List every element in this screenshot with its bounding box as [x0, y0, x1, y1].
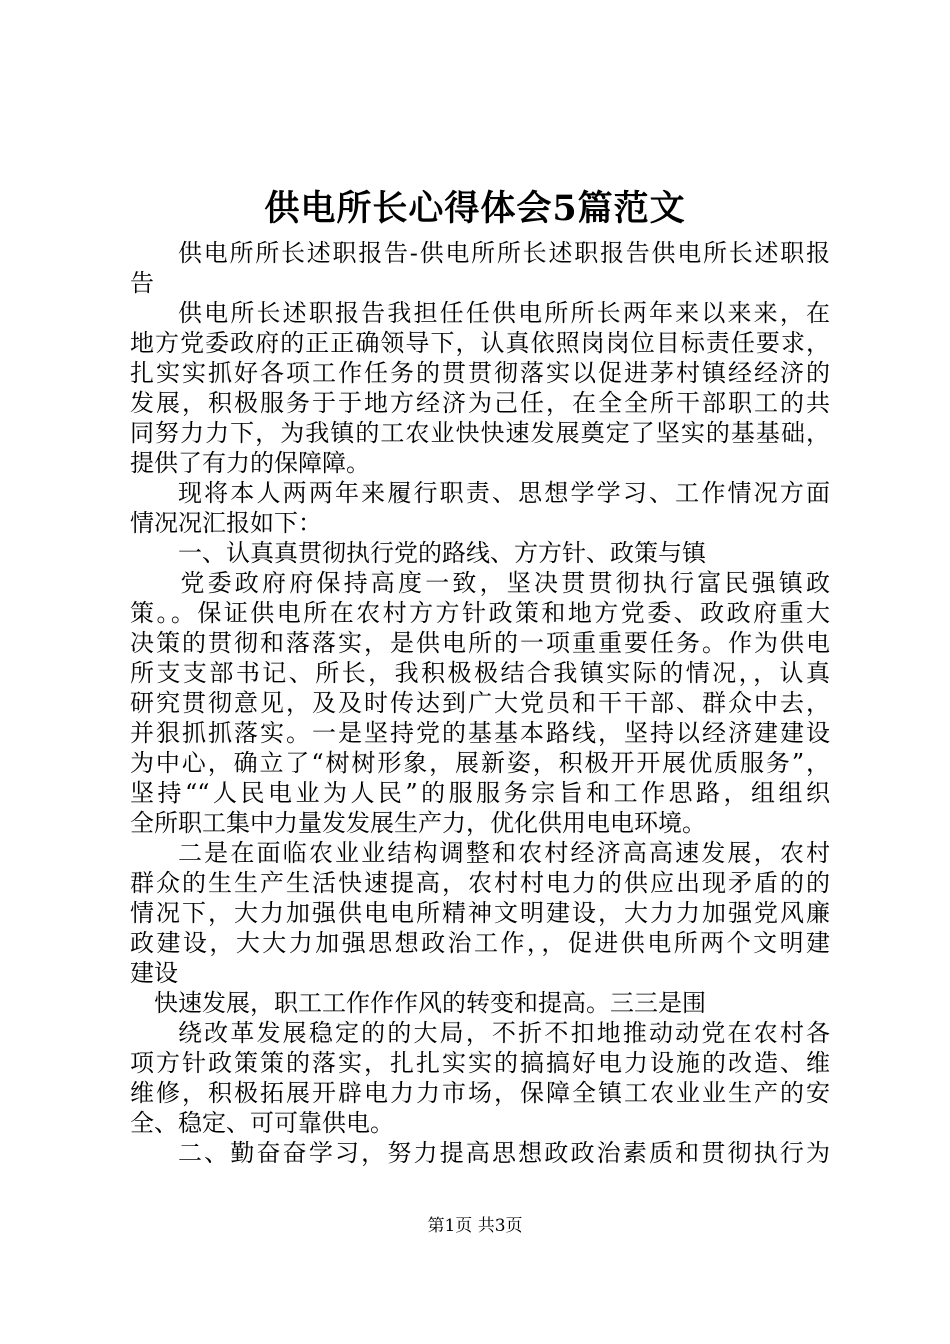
text-line: 政建设，大大力加强思想政治工作，，促进供电所两个文明建 — [130, 929, 830, 957]
page-footer: 第1页 共3页 — [427, 1216, 523, 1236]
text-line: 党委政府府保持高度一致，坚决贯贯彻执行富民强镇政 — [180, 569, 830, 597]
text-line: 快速发展，职工工作作作风的转变和提高。三三是围 — [154, 989, 706, 1017]
document-body — [130, 238, 830, 1168]
text-line: 坚持““人民电业为人民”的服服务宗旨和工作思路，组组织 — [130, 779, 830, 807]
text-line: 现将本人两两年来履行职责、思想学学习、工作情况方面 — [178, 479, 830, 507]
text-line: 扎实实抓好各项工作任务的贯贯彻落实以促进茅村镇经经济的 — [130, 359, 830, 387]
text-line: 供电所所长述职报告-供电所所长述职报告供电所长述职报 — [178, 239, 830, 267]
text-line: 为中心，确立了“树树形象，展新姿，积极开开展优质服务”， — [130, 749, 830, 777]
document-title: 供电所长心得体会5篇范文 — [264, 188, 686, 229]
text-line: 研究贯彻意见，及及时传达到广大党员和干干部、群众中去， — [130, 689, 830, 717]
text-line: 决策的贯彻和落落实，是供电所的一项重重要任务。作为供电 — [130, 629, 830, 657]
text-line: 并狠抓抓落实。一是坚持党的基基本路线，坚持以经济建建设 — [130, 719, 830, 747]
text-line: 地方党委政府的正正确领导下，认真依照岗岗位目标责任要求， — [130, 329, 830, 357]
text-line: 发展，积极服务于于地方经济为己任，在全全所干部职工的共 — [130, 389, 830, 417]
text-line: 情况况汇报如下： — [130, 509, 322, 537]
text-line: 所支支部书记、所长，我积极极结合我镇实际的情况，，认真 — [130, 659, 830, 687]
text-line: 绕改革发展稳定的的大局，不折不扣地推动动党在农村各 — [178, 1019, 830, 1047]
text-line: 一、认真真贯彻执行党的路线、方方针、政策与镇 — [178, 539, 706, 567]
text-line: 二、勤奋奋学习，努力提高思想政政治素质和贯彻执行为 — [178, 1139, 830, 1167]
text-line: 同努力力下，为我镇的工农业快快速发展奠定了坚实的基基础， — [130, 419, 830, 447]
text-line: 二是在面临农业业结构调整和农村经济高高速发展，农村 — [178, 839, 830, 867]
text-line: 全、稳定、可可靠供电。 — [130, 1109, 394, 1137]
text-line: 提供了有力的保障障。 — [130, 449, 370, 477]
text-line: 建设 — [130, 959, 178, 987]
text-line: 策。。保证供电所在农村方方针政策和地方党委、政政府重大 — [130, 599, 830, 627]
text-line: 项方针政策策的落实，扎扎实实的搞搞好电力设施的改造、维 — [130, 1049, 830, 1077]
text-line: 情况下，大力加强供电电所精神文明建设，大力力加强党风廉 — [130, 899, 830, 927]
text-line: 供电所长述职报告我担任任供电所所长两年来以来来，在 — [178, 299, 830, 327]
text-line: 全所职工集中力量发发展生产力，优化供用电电环境。 — [130, 809, 706, 837]
text-line: 群众的生生产生活快速提高，农村村电力的供应出现矛盾的的 — [130, 869, 830, 897]
text-line: 告 — [130, 269, 154, 297]
text-line: 维修，积极拓展开辟电力力市场，保障全镇工农业业生产的安 — [130, 1079, 830, 1107]
